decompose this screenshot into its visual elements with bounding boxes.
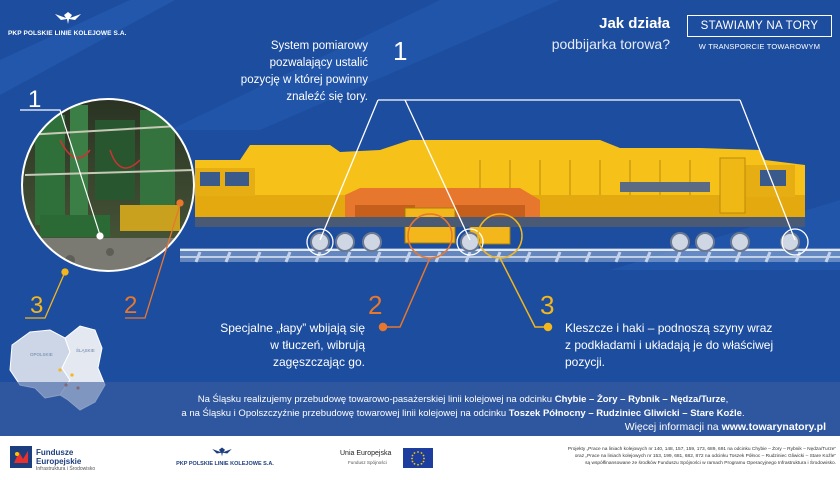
map-label-opolskie: OPOLSKIE: [30, 352, 53, 357]
info-line-1-prefix: Na Śląsku realizujemy przebudowę towarowo-pasażerskiej linii kolejowej na odcinku: [197, 394, 555, 405]
eu-subtitle: Fundusz Spójności: [348, 460, 387, 465]
more-info: [560, 421, 826, 433]
project-info-line-3: są współfinansowane ze środków Funduszu Spójności w ramach Programu Operacyjnego Infrastruktura i Środowisko.: [585, 461, 836, 466]
photo-label-1: 1: [28, 86, 42, 113]
project-info: [478, 446, 836, 467]
map-label-slaskie: ŚLĄSKIE: [76, 348, 95, 353]
project-info-line-2: oraz „Prace na liniach kolejowych nr 153, 199, 681, 682, 872 na odcinku Toszek Północ – Rudziniec Gliwicki – Stare Koźle”: [574, 454, 836, 459]
photo-label-2: 2: [124, 292, 138, 319]
fe-subtitle: Infrastruktura i Środowisko: [36, 466, 96, 472]
info-band-text: [98, 393, 828, 421]
callout-3-text: Kleszcze i haki – podnoszą szyny wraz z podkładami i układają je do właściwej pozycji.: [565, 321, 774, 369]
project-info-line-1: Projekty „Prace na liniach kolejowych nr 140, 148, 157, 159, 173, 689, 691 na odcinku Chybie – Żory – Rybnik – Nędza/Turze”: [567, 447, 836, 452]
info-line-2-route: Toszek Północny – Rudziniec Gliwicki – Stare Koźle: [508, 408, 742, 419]
callout-3-number: 3: [540, 290, 555, 320]
page-title: Jak działa: [599, 15, 670, 32]
callout-1-number: 1: [393, 36, 408, 66]
info-line-1: [98, 393, 828, 407]
campaign-badge-sub: W TRANSPORCIE TOWAROWYM: [698, 42, 821, 51]
fe-title: Fundusze Europejskie: [36, 448, 82, 466]
info-line-2-suffix: .: [741, 408, 745, 419]
info-line-2: [98, 407, 828, 421]
callout-1-text: System pomiarowy pozwalający ustalić pozycję w której powinny znaleźć się tory.: [240, 40, 368, 103]
plk-footer-logo: [170, 446, 280, 472]
callout-2-text: Specjalne „łapy” wbijają się w tłuczeń, wibrują zagęszczając go.: [220, 321, 365, 369]
plk-footer-wing-icon: [210, 446, 234, 458]
info-line-2-prefix: a na Śląsku i Opolszczyźnie przebudowę towarowej linii kolejowej na odcinku: [181, 408, 509, 419]
page-subtitle: podbijarka torowa?: [551, 36, 670, 52]
more-info-link[interactable]: www.towarynatory.pl: [721, 421, 826, 433]
fundusze-europejskie-logo: [10, 446, 150, 472]
info-line-1-suffix: ,: [725, 394, 729, 405]
fe-logo-icon: [10, 446, 32, 468]
callout-2-number: 2: [368, 290, 383, 320]
plk-footer-name: PKP POLSKIE LINIE KOLEJOWE S.A.: [176, 461, 274, 467]
eu-title: Unia Europejska: [340, 450, 392, 457]
eu-flag-icon: [403, 448, 433, 468]
campaign-badge-main: STAWIAMY NA TORY: [687, 15, 832, 37]
plk-logo-name: PKP POLSKIE LINIE KOLEJOWE S.A.: [8, 30, 127, 37]
eu-logo: [340, 448, 440, 474]
photo-label-3: 3: [30, 292, 44, 319]
more-info-prefix: Więcej informacji na: [624, 421, 722, 433]
info-line-1-route: Chybie – Żory – Rybnik – Nędza/Turze: [554, 394, 726, 405]
